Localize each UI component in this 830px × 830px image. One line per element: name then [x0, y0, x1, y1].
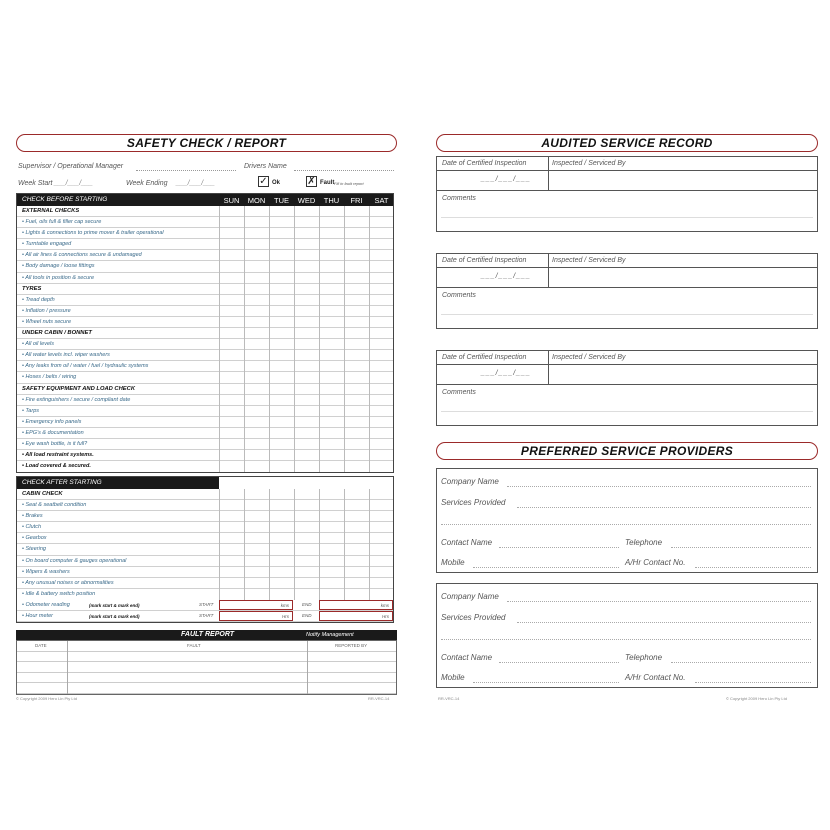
checklist-section — [17, 328, 393, 339]
checklist-label: • Tread depth — [22, 296, 55, 303]
day-column-divider — [269, 206, 270, 472]
odometer-note: (mark start & mark end) — [89, 602, 140, 608]
fault-label: Fault — [320, 180, 335, 186]
checklist-label: • Any leaks from oil / water / fuel / hydraulic systems — [22, 363, 149, 370]
day-column-divider — [319, 489, 320, 600]
inspection-date-label: Date of Certified Inspection — [442, 257, 527, 264]
contact-name-label: Contact Name — [441, 653, 493, 662]
check-after-title: CHECK AFTER STARTING — [22, 479, 102, 486]
telephone-label: Telephone — [625, 653, 663, 662]
checklist-item[interactable] — [17, 339, 393, 350]
checklist-label: • Seat & seatbelt condition — [22, 502, 87, 509]
checklist-item[interactable] — [17, 306, 393, 317]
inspection-date-label: Date of Certified Inspection — [442, 160, 527, 167]
checklist-item[interactable] — [17, 228, 393, 239]
audited-service-title: AUDITED SERVICE RECORD — [436, 134, 818, 152]
checklist-label: • All tools in position & secure — [22, 274, 95, 281]
checklist-item[interactable] — [17, 428, 393, 439]
checklist-label: • Eye wash bottle, is it full? — [22, 440, 88, 447]
inspected-by-label: Inspected / Serviced By — [552, 257, 626, 264]
fault-row[interactable] — [17, 683, 396, 694]
day-column-divider — [344, 489, 345, 600]
checklist-label: TYRES — [22, 285, 42, 292]
services-provided-label: Services Provided — [441, 613, 506, 622]
odometer-end-field[interactable] — [319, 600, 393, 610]
checklist-label: • Fire extinguishers / secure / compliant date — [22, 396, 131, 403]
checklist-label: • Turntable engaged — [22, 241, 72, 248]
inspected-by-label: Inspected / Serviced By — [552, 160, 626, 167]
checklist-section — [17, 206, 393, 217]
checklist-item[interactable] — [17, 239, 393, 250]
hour-meter-label: • Hour meter — [22, 612, 53, 619]
day-sat: SAT — [374, 196, 389, 205]
day-mon: MON — [247, 196, 266, 205]
week-start-label: Week Start — [18, 180, 53, 187]
checklist-item[interactable] — [17, 556, 393, 567]
checklist-item[interactable] — [17, 589, 393, 600]
service-record-box — [436, 156, 818, 232]
day-column-divider — [369, 206, 370, 472]
checklist-label: • Body damage / loose fittings — [22, 263, 95, 270]
fault-checkbox[interactable]: ✗ — [307, 176, 316, 187]
checklist-item[interactable] — [17, 261, 393, 272]
fault-report-table — [16, 640, 397, 695]
check-before-header — [17, 194, 393, 206]
fault-column-headers — [17, 641, 396, 652]
service-record-box — [436, 253, 818, 329]
week-start-value: ___/___/___ — [54, 180, 93, 187]
right-footer-copyright: © Copyright 2009 Hero Lin Pty Ltd — [726, 696, 787, 701]
checklist-section — [17, 489, 393, 500]
checklist-label: • All air lines & connections secure & undamaged — [22, 252, 142, 259]
supervisor-row — [16, 161, 397, 174]
fault-row[interactable] — [17, 673, 396, 684]
checklist-item[interactable] — [17, 567, 393, 578]
checklist-item[interactable] — [17, 217, 393, 228]
checklist-label: • Clutch — [22, 524, 42, 531]
checklist-label: • Wheel nuts secure — [22, 318, 72, 325]
inspection-date-value[interactable]: ___/___/___ — [481, 176, 531, 183]
hour-start-field[interactable] — [219, 611, 293, 621]
day-sun: SUN — [223, 196, 240, 205]
checklist-label: • EPG's & documentation — [22, 429, 84, 436]
checklist-item[interactable] — [17, 317, 393, 328]
check-after-table — [16, 476, 394, 623]
day-column-divider — [244, 489, 245, 600]
checklist-label: • Gearbox — [22, 535, 47, 542]
notify-management: Notify Management — [306, 632, 354, 638]
fault-report-header — [16, 630, 397, 640]
checklist-label: • Steering — [22, 546, 46, 553]
checklist-item[interactable] — [17, 500, 393, 511]
checklist-item[interactable] — [17, 522, 393, 533]
week-row — [16, 176, 397, 192]
checklist-section — [17, 384, 393, 395]
check-before-table — [16, 193, 394, 473]
providers-title: PREFERRED SERVICE PROVIDERS — [436, 442, 818, 460]
services-provided-label: Services Provided — [441, 498, 506, 507]
checklist-item[interactable] — [17, 372, 393, 383]
left-footer-copyright: © Copyright 2009 Hero Lin Pty Ltd — [16, 696, 77, 701]
checklist-item[interactable] — [17, 250, 393, 261]
checklist-label: • Brakes — [22, 513, 43, 520]
checklist-label: • Emergency info panels — [22, 418, 82, 425]
fault-col-fault: FAULT — [187, 643, 201, 648]
ok-checkbox[interactable]: ✓ — [259, 176, 268, 187]
checklist-section — [17, 284, 393, 295]
checklist-label: • All load restraint systems. — [22, 452, 94, 459]
hour-end-field[interactable] — [319, 611, 393, 621]
day-column-divider — [319, 206, 320, 472]
checklist-label: • Load covered & secured. — [22, 463, 91, 470]
checklist-label: SAFETY EQUIPMENT AND LOAD CHECK — [22, 385, 136, 392]
fault-col-date: DATE — [35, 643, 47, 648]
fault-report-title: FAULT REPORT — [181, 631, 235, 638]
after-hours-label: A/Hr Contact No. — [625, 673, 686, 682]
checklist-item[interactable] — [17, 544, 393, 555]
checklist-item[interactable] — [17, 295, 393, 306]
checklist-label: • Wipers & washers — [22, 568, 70, 575]
inspection-date-label: Date of Certified Inspection — [442, 354, 527, 361]
comments-label: Comments — [442, 195, 476, 202]
mobile-label: Mobile — [441, 673, 465, 682]
hour-meter-note: (mark start & mark end) — [89, 613, 140, 619]
checklist-label: • Fuel, oils full & filler cap secure — [22, 219, 102, 226]
day-column-divider — [369, 489, 370, 600]
odometer-end-label: END — [302, 601, 312, 607]
company-name-label: Company Name — [441, 477, 499, 486]
hour-meter-row — [17, 611, 393, 622]
checklist-item[interactable] — [17, 395, 393, 406]
check-before-title: CHECK BEFORE STARTING — [22, 196, 108, 203]
checklist-label: • Tarps — [22, 407, 40, 414]
checklist-item[interactable] — [17, 578, 393, 589]
odometer-start-label: START — [199, 601, 214, 607]
odometer-label: • Odometer reading — [22, 601, 70, 608]
ok-label: Ok — [272, 180, 281, 186]
hour-end-label: END — [302, 612, 312, 618]
day-column-divider — [219, 206, 220, 472]
day-wed: WED — [297, 196, 316, 205]
service-provider-box — [436, 583, 818, 688]
checklist-item[interactable] — [17, 511, 393, 522]
checklist-label: • Any unusual noises or abnormalities — [22, 579, 114, 586]
checklist-item[interactable] — [17, 533, 393, 544]
checklist-item[interactable] — [17, 273, 393, 284]
inspected-by-label: Inspected / Serviced By — [552, 354, 626, 361]
left-footer-code: RR-VRC-14 — [368, 696, 390, 701]
checklist-item[interactable] — [17, 417, 393, 428]
checklist-label: • Inflation / pressure — [22, 307, 71, 314]
supervisor-label: Supervisor / Operational Manager — [18, 163, 124, 170]
check-after-header — [17, 477, 393, 489]
fault-row[interactable] — [17, 652, 396, 663]
day-column-divider — [244, 206, 245, 472]
fault-row[interactable] — [17, 662, 396, 673]
inspection-date-value[interactable]: ___/___/___ — [481, 370, 531, 377]
day-column-divider — [294, 206, 295, 472]
day-tue: TUE — [274, 196, 289, 205]
driver-name-label: Drivers Name — [244, 163, 287, 170]
checklist-label: CABIN CHECK — [22, 491, 63, 497]
checklist-label: • Idle & battery switch position — [22, 590, 96, 597]
inspection-date-value[interactable]: ___/___/___ — [481, 273, 531, 280]
checklist-label: UNDER CABIN / BONNET — [22, 330, 92, 337]
checklist-label: • Hoses / belts / wiring — [22, 374, 77, 381]
telephone-label: Telephone — [625, 538, 663, 547]
day-fri: FRI — [350, 196, 363, 205]
safety-check-page — [16, 134, 397, 701]
service-record-page — [436, 134, 818, 701]
odometer-start-field[interactable] — [219, 600, 293, 610]
mobile-label: Mobile — [441, 558, 465, 567]
right-footer-code: RR-VRC-14 — [438, 696, 460, 701]
day-column-divider — [294, 489, 295, 600]
checklist-label: • All water levels incl. wiper washers — [22, 352, 110, 359]
comments-label: Comments — [442, 389, 476, 396]
checklist-item[interactable] — [17, 439, 393, 450]
checklist-label: EXTERNAL CHECKS — [22, 208, 80, 214]
day-column-divider — [269, 489, 270, 600]
day-thu: THU — [323, 196, 340, 205]
fault-col-reported-by: REPORTED BY — [335, 643, 368, 648]
odometer-row — [17, 600, 393, 611]
checklist-item[interactable] — [17, 461, 393, 472]
week-ending-value: ___/___/___ — [176, 180, 215, 187]
week-ending-label: Week Ending — [126, 180, 168, 187]
hour-start-label: START — [199, 612, 214, 618]
day-column-divider — [219, 489, 220, 600]
fault-note: Fill in fault report — [334, 181, 364, 186]
checklist-label: • Lights & connections to prime mover & trailer operational — [22, 230, 164, 237]
comments-label: Comments — [442, 292, 476, 299]
contact-name-label: Contact Name — [441, 538, 493, 547]
odometer-end-unit: kms — [380, 602, 389, 608]
after-hours-label: A/Hr Contact No. — [625, 558, 686, 567]
safety-check-title: SAFETY CHECK / REPORT — [16, 134, 397, 152]
company-name-label: Company Name — [441, 592, 499, 601]
service-record-box — [436, 350, 818, 426]
day-column-divider — [344, 206, 345, 472]
checklist-item[interactable] — [17, 361, 393, 372]
checklist-label: • All oil levels — [22, 341, 54, 348]
hour-start-unit: Hrs — [282, 613, 289, 619]
checklist-label: • On board computer & gauges operational — [22, 557, 127, 564]
service-provider-box — [436, 468, 818, 573]
odometer-start-unit: kms — [280, 602, 289, 608]
checklist-item[interactable] — [17, 450, 393, 461]
checklist-item[interactable] — [17, 406, 393, 417]
checklist-item[interactable] — [17, 350, 393, 361]
hour-end-unit: Hrs — [382, 613, 389, 619]
